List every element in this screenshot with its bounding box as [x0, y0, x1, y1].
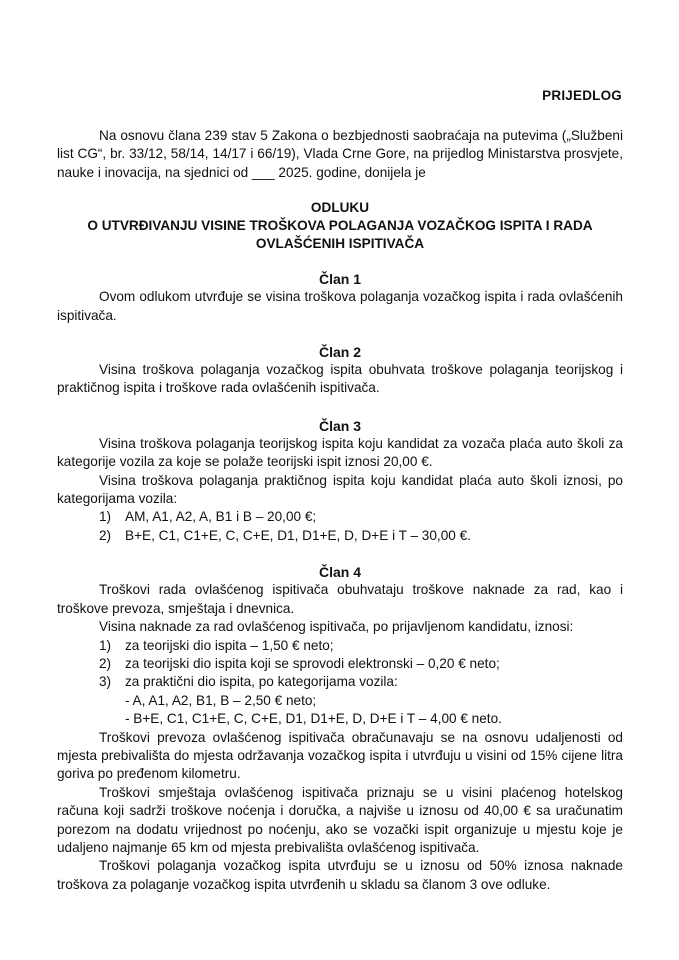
proposal-marker: PRIJEDLOG — [542, 88, 622, 103]
list-item-text: B+E, C1, C1+E, C, C+E, D1, D1+E, D, D+E i T – 30,00 €. — [125, 527, 471, 543]
article-4-paragraph-1: Troškovi rada ovlašćenog ispitivača obuhvataju troškove naknade za rad, kao i troškove prevoza, smještaja i dnevnica. — [57, 582, 623, 616]
list-item — [99, 527, 623, 545]
list-item-text: za teorijski dio ispita koji se sprovodi elektronski – 0,20 € neto; — [125, 655, 500, 671]
title-line-1: ODLUKU — [310, 200, 370, 216]
list-item — [99, 637, 623, 655]
article-1-heading: Član 1 — [318, 271, 361, 288]
article-3-paragraph-2: Visina troškova polaganja praktičnog ispita koju kandidat plaća auto školi iznosi, po kategorijama vozila: — [57, 472, 623, 507]
article-2-paragraph-1: Visina troškova polaganja vozačkog ispita obuhvata troškove polaganja teorijskog i praktičnog ispita i troškove rada ovlašćenih ispitivača. — [57, 362, 623, 396]
list-item-number: 2) — [99, 655, 112, 671]
list-item-number: 3) — [99, 674, 112, 690]
list-item-text: za praktični dio ispita, po kategorijama vozila: — [125, 674, 398, 690]
list-item-number: 1) — [99, 509, 112, 525]
article-3-heading: Član 3 — [318, 417, 361, 434]
article-3-list — [57, 508, 623, 545]
article-4-sublist — [57, 692, 623, 729]
article-1-paragraph-1: Ovom odlukom utvrđuje se visina troškova polaganja vozačkog ispita i rada ovlašćenih ispitivača. — [57, 289, 623, 323]
sublist-item: - A, A1, A2, B1, B – 2,50 € neto; — [125, 692, 317, 708]
list-item — [99, 673, 623, 691]
title-line-2: O UTVRĐIVANJU VISINE TROŠKOVA POLAGANJA VOZAČKOG ISPITA I RADA — [87, 218, 593, 234]
preamble-paragraph: Na osnovu člana 239 stav 5 Zakona o bezbjednosti saobraćaja na putevima („Službeni list CG“, br. 33/12, 58/14, 14/17 i 66/19), Vlada Crne Gore, na prijedlog Ministarstva prosvjete, nauke i inovacija, na sjednici od ___ 2025. godine, donijela je — [57, 128, 623, 180]
list-item-number: 1) — [99, 637, 112, 653]
title-line-3: OVLAŠĆENIH ISPITIVAČA — [255, 236, 425, 252]
article-4-paragraph-5: Troškovi polaganja vozačkog ispita utvrđuju se u iznosu od 50% iznosa naknade troškova za polaganje vozačkog ispita utvrđenih u skladu sa članom 3 ove odluke. — [57, 858, 623, 892]
list-item-text: za teorijski dio ispita – 1,50 € neto; — [125, 637, 334, 653]
article-4-paragraph-4: Troškovi smještaja ovlašćenog ispitivača priznaju se u visini plaćenog hotelskog računa koji sadrži troškove noćenja i doručka, a najviše u iznosu od 40,00 € sa uračunatim porezom na dodatu vrijednost po noćenju, ako se vozački ispit organizuje u mjestu koje je udaljeno najmanje 65 km od mjesta prebivališta ovlašćenog ispitivača. — [57, 784, 623, 855]
decision-title — [57, 199, 623, 253]
list-item-text: AM, A1, A2, A, B1 i B – 20,00 €; — [125, 509, 317, 525]
article-4-heading: Član 4 — [318, 564, 361, 581]
article-4-paragraph-2: Visina naknade za rad ovlašćenog ispitivača, po prijavljenom kandidatu, iznosi: — [99, 619, 574, 635]
list-item — [99, 655, 623, 673]
article-2-heading: Član 2 — [318, 344, 361, 361]
article-3-paragraph-1: Visina troškova polaganja teorijskog ispita koju kandidat za vozača plaća auto školi za kategorije vozila za koje se polaže teorijski ispit iznosi 20,00 €. — [57, 435, 623, 470]
list-item-number: 2) — [99, 527, 112, 543]
article-4-paragraph-3: Troškovi prevoza ovlašćenog ispitivača obračunavaju se na osnovu udaljenosti od mjesta prebivališta do mjesta održavanja vozačkog ispita i utvrđuju u visini od 15% cijene litra goriva po pređenom kilometru. — [57, 729, 623, 782]
list-item — [99, 508, 623, 526]
sublist-item: - B+E, C1, C1+E, C, C+E, D1, D1+E, D, D+E i T – 4,00 € neto. — [125, 711, 502, 727]
document-body — [57, 127, 623, 894]
article-4-list — [57, 637, 623, 692]
